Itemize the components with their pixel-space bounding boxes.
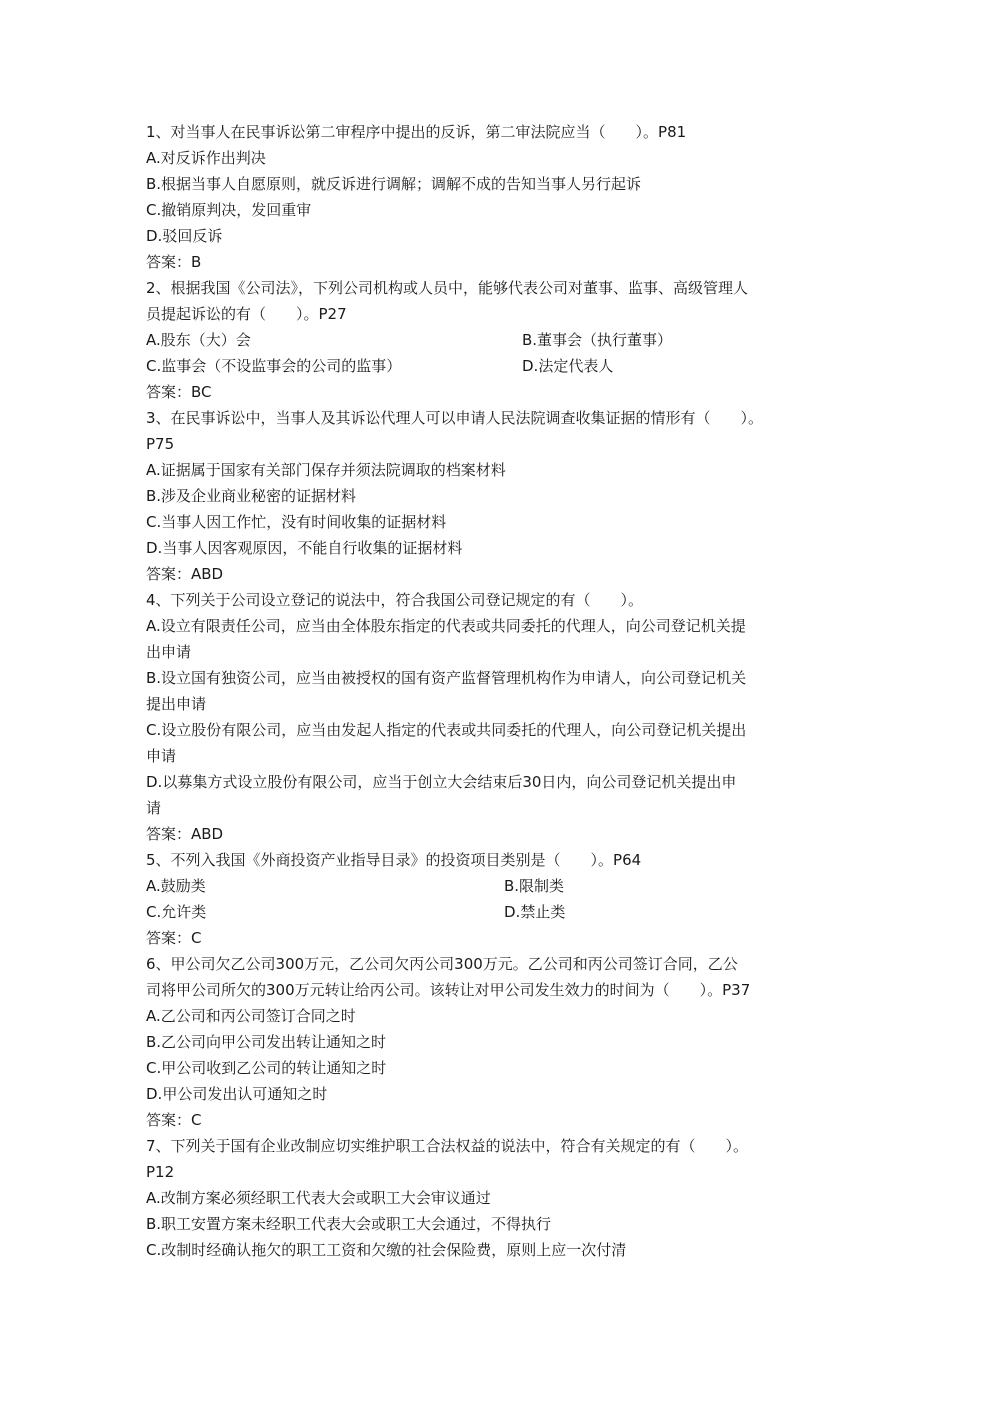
question-5-options-row-2 <box>146 899 851 925</box>
question-5-options-row-1 <box>146 873 851 899</box>
question-4-option-d-line-1: D.以募集方式设立股份有限公司，应当于创立大会结束后30日内，向公司登记机关提出申 <box>146 773 737 791</box>
question-2-stem-line-1: 2、根据我国《公司法》，下列公司机构或人员中，能够代表公司对董事、监事、高级管理人 <box>146 279 749 297</box>
question-7-option-a: A.改制方案必须经职工代表大会或职工大会审议通过 <box>146 1189 491 1207</box>
question-1-stem: 1、对当事人在民事诉讼第二审程序中提出的反诉，第二审法院应当（ ）。P81 <box>146 123 687 141</box>
question-2-option-c: C.监事会（不设监事会的公司的监事） <box>146 357 402 375</box>
question-6-option-d: D.甲公司发出认可通知之时 <box>146 1085 328 1103</box>
question-5-answer: 答案：C <box>146 929 202 947</box>
question-4-option-a-line-2: 出申请 <box>146 643 192 661</box>
question-4-option-d-line-2: 请 <box>146 799 162 817</box>
question-5-stem: 5、不列入我国《外商投资产业指导目录》的投资项目类别是（ ）。P64 <box>146 851 642 869</box>
question-4-option-b-line-2: 提出申请 <box>146 695 207 713</box>
question-3-option-c: C.当事人因工作忙，没有时间收集的证据材料 <box>146 513 447 531</box>
question-2-answer: 答案：BC <box>146 383 212 401</box>
question-3-option-a: A.证据属于国家有关部门保存并须法院调取的档案材料 <box>146 461 506 479</box>
question-2-option-a: A.股东（大）会 <box>146 331 251 349</box>
question-2-option-d: D.法定代表人 <box>522 357 614 375</box>
question-2-stem-line-2: 员提起诉讼的有（ ）。P27 <box>146 305 347 323</box>
question-2-option-b: B.董事会（执行董事） <box>522 331 673 349</box>
question-3-stem-line-1: 3、在民事诉讼中，当事人及其诉讼代理人可以申请人民法院调查收集证据的情形有（ ）。 <box>146 409 764 427</box>
question-4-option-c-line-1: C.设立股份有限公司，应当由发起人指定的代表或共同委托的代理人，向公司登记机关提出 <box>146 721 747 739</box>
question-3-option-b: B.涉及企业商业秘密的证据材料 <box>146 487 357 505</box>
question-1-answer: 答案：B <box>146 253 202 271</box>
question-6-option-c: C.甲公司收到乙公司的转让通知之时 <box>146 1059 387 1077</box>
question-7-option-b: B.职工安置方案未经职工代表大会或职工大会通过，不得执行 <box>146 1215 552 1233</box>
question-6-stem-line-2: 司将甲公司所欠的300万元转让给丙公司。该转让对甲公司发生效力的时间为（ ）。P37 <box>146 981 751 999</box>
question-4-answer: 答案：ABD <box>146 825 224 843</box>
question-5-option-c: C.允许类 <box>146 903 207 921</box>
question-list <box>146 119 851 1263</box>
question-5-option-d: D.禁止类 <box>504 903 566 921</box>
question-6-option-b: B.乙公司向甲公司发出转让通知之时 <box>146 1033 387 1051</box>
question-4-option-c-line-2: 申请 <box>146 747 177 765</box>
question-4-stem: 4、下列关于公司设立登记的说法中，符合我国公司登记规定的有（ ）。 <box>146 591 644 609</box>
question-7-option-c: C.改制时经确认拖欠的职工工资和欠缴的社会保险费，原则上应一次付清 <box>146 1241 627 1259</box>
question-1-option-a: A.对反诉作出判决 <box>146 149 266 167</box>
question-6-answer: 答案：C <box>146 1111 202 1129</box>
question-6-option-a: A.乙公司和丙公司签订合同之时 <box>146 1007 356 1025</box>
question-3-stem-line-2: P75 <box>146 435 175 453</box>
question-4-option-a-line-1: A.设立有限责任公司，应当由全体股东指定的代表或共同委托的代理人，向公司登记机关提 <box>146 617 746 635</box>
question-3-option-d: D.当事人因客观原因，不能自行收集的证据材料 <box>146 539 463 557</box>
question-3-answer: 答案：ABD <box>146 565 224 583</box>
question-4-option-b-line-1: B.设立国有独资公司，应当由被授权的国有资产监督管理机构作为申请人，向公司登记机关 <box>146 669 747 687</box>
question-1-option-d: D.驳回反诉 <box>146 227 223 245</box>
question-1-option-c: C.撤销原判决，发回重审 <box>146 201 312 219</box>
question-5-option-b: B.限制类 <box>504 877 565 895</box>
question-6-stem-line-1: 6、甲公司欠乙公司300万元，乙公司欠丙公司300万元。乙公司和丙公司签订合同，乙公 <box>146 955 738 973</box>
question-2-options-row-1 <box>146 327 851 353</box>
question-2-options-row-2 <box>146 353 851 379</box>
question-1-option-b: B.根据当事人自愿原则，就反诉进行调解；调解不成的告知当事人另行起诉 <box>146 175 642 193</box>
question-7-stem-line-2: P12 <box>146 1163 175 1181</box>
question-7-stem-line-1: 7、下列关于国有企业改制应切实维护职工合法权益的说法中，符合有关规定的有（ ）。 <box>146 1137 749 1155</box>
question-5-option-a: A.鼓励类 <box>146 877 206 895</box>
